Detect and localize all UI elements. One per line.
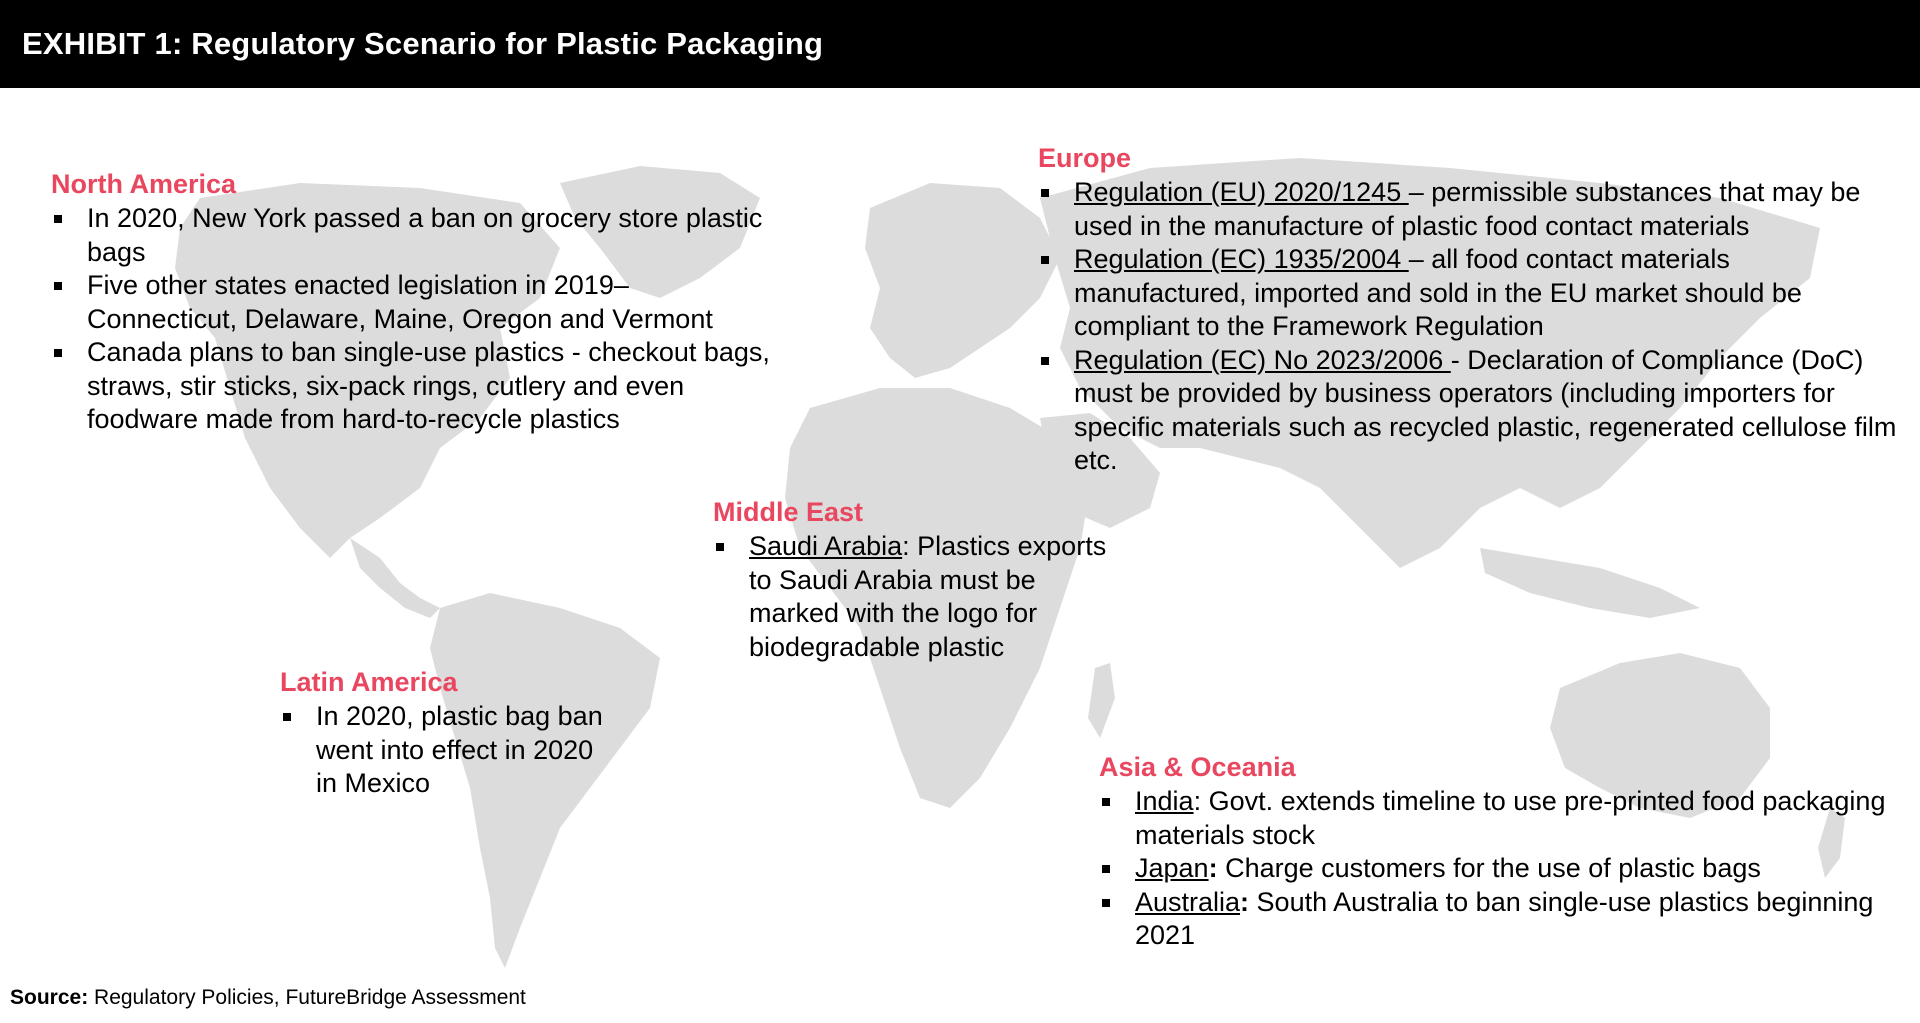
country-link[interactable]: Saudi Arabia — [749, 531, 903, 561]
europe-list — [1038, 176, 1898, 478]
list-item-text: : Govt. extends timeline to use pre-printed food packaging materials stock — [1135, 786, 1886, 850]
exhibit-header — [0, 0, 1920, 88]
north-america-list — [51, 202, 771, 437]
list-item — [1099, 785, 1899, 852]
list-item-text: : Plastics exports to Saudi Arabia must be marked with the logo for biodegradable plastic — [749, 531, 1107, 662]
regulation-link[interactable]: Regulation (EU) 2020/1245 — [1074, 177, 1409, 207]
europe-landmass — [865, 183, 1060, 378]
region-europe — [1038, 142, 1898, 478]
list-item: In 2020, plastic bag ban went into effect in 2020 in Mexico — [280, 700, 620, 801]
regulation-link[interactable]: Regulation (EC) No 2023/2006 — [1074, 344, 1451, 375]
list-item — [1038, 176, 1898, 243]
latin-america-list — [280, 700, 620, 801]
list-item-text: Charge customers for the use of plastic bags — [1217, 853, 1761, 883]
list-item — [713, 530, 1133, 664]
list-item — [1038, 243, 1898, 344]
source-label: Source: — [10, 986, 89, 1009]
colon-separator: : — [1208, 853, 1218, 883]
list-item-text: South Australia to ban single-use plastics beginning 2021 — [1135, 886, 1874, 950]
central-america-landmass — [350, 538, 440, 618]
region-title-middle-east: Middle East — [713, 497, 864, 527]
list-item-text: – permissible substances that may be used in the manufacture of plastic food contact materials — [1074, 177, 1861, 241]
list-item — [1099, 886, 1899, 953]
source-text: Regulatory Policies, FutureBridge Assessment — [88, 986, 526, 1009]
regulation-link[interactable]: Regulation (EC) 1935/2004 — [1074, 244, 1409, 274]
southeast-asia-islands — [1480, 548, 1700, 618]
list-item: Canada plans to ban single-use plastics - checkout bags, straws, stir sticks, six-pack rings, cutlery and even foodware made from hard-to-recycle plastics — [51, 336, 771, 437]
region-middle-east — [713, 496, 1133, 664]
list-item — [1038, 344, 1898, 478]
source-note — [10, 986, 526, 1010]
colon-separator: : — [1240, 886, 1250, 917]
middle-east-list — [713, 530, 1133, 664]
list-item — [1099, 852, 1899, 886]
list-item: Five other states enacted legislation in 2019– Connecticut, Delaware, Maine, Oregon and Vermont — [51, 269, 771, 336]
exhibit-title: EXHIBIT 1: Regulatory Scenario for Plastic Packaging — [22, 26, 824, 61]
country-link[interactable]: Japan — [1135, 853, 1209, 883]
region-title-latin-america: Latin America — [280, 667, 458, 697]
country-link[interactable]: India — [1135, 786, 1194, 816]
list-item: In 2020, New York passed a ban on grocery store plastic bags — [51, 202, 771, 269]
country-link[interactable]: Australia — [1135, 886, 1241, 917]
list-item-text: – all food contact materials manufactured, imported and sold in the EU market should be compliant to the Framework Regulation — [1074, 244, 1802, 341]
region-title-europe: Europe — [1038, 143, 1132, 173]
region-north-america — [51, 168, 771, 437]
region-title-north-america: North America — [51, 169, 237, 199]
region-title-asia-oceania: Asia & Oceania — [1099, 752, 1296, 782]
madagascar-landmass — [1088, 663, 1115, 738]
asia-oceania-list — [1099, 785, 1899, 953]
region-asia-oceania — [1099, 751, 1899, 953]
region-latin-america — [280, 666, 620, 801]
uk-landmass — [906, 232, 934, 284]
list-item-text: - Declaration of Compliance (DoC) must be provided by business operators (including importers for specific materials such as recycled plastic, regenerated cellulose film etc. — [1074, 344, 1897, 475]
